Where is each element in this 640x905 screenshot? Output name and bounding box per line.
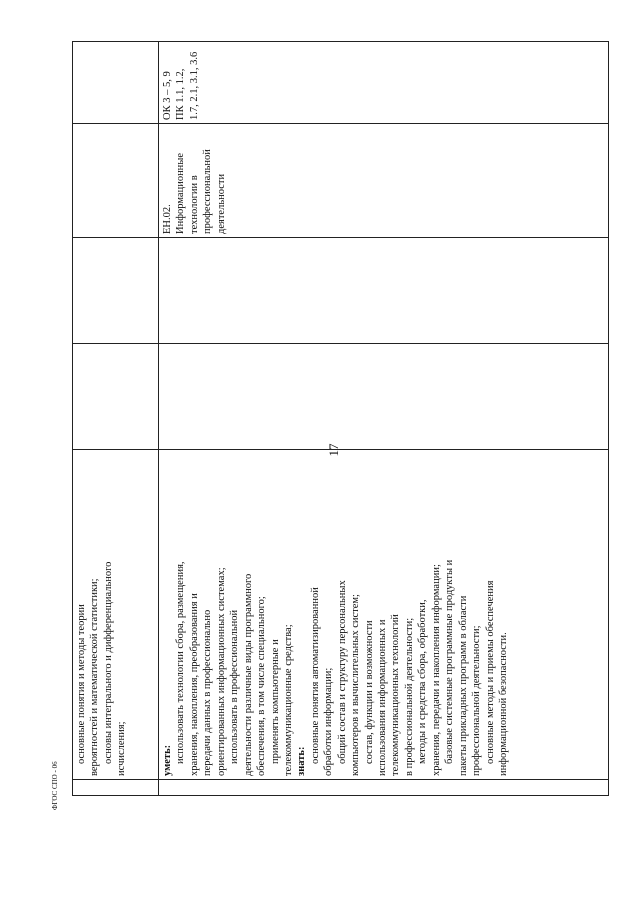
description-line: исчисления; (116, 721, 128, 776)
table-row (159, 42, 609, 796)
page-number: 17 (326, 443, 341, 457)
index-cell (159, 780, 609, 796)
discipline-name-line: деятельности (215, 173, 227, 234)
znat-line: хранения, передачи и накопления информации; (430, 564, 442, 776)
index-cell (73, 780, 159, 796)
description-cell-top (73, 450, 159, 780)
umet-line: ориентированных информационных системах; (215, 567, 227, 776)
umet-label: уметь: (162, 744, 173, 776)
znat-line: профессиональной деятельности; (471, 625, 483, 776)
znat-line: состав, функции и возможности (363, 620, 375, 764)
umet-line: обеспечения, в том числе специального; (256, 596, 268, 776)
competency-line: 1.7, 2.1, 3.1, 3.6 (188, 51, 200, 120)
umet-line: деятельности различные виды программного (242, 573, 254, 776)
znat-line: обработки информации; (323, 667, 335, 776)
umet-line: использовать технологии сбора, размещения, (175, 561, 187, 764)
empty-cell (73, 42, 159, 124)
description-line: основы интегрального и дифференциального (102, 561, 114, 764)
empty-cell (73, 344, 159, 450)
znat-line: методы и средства сбора, обработки, (417, 599, 429, 764)
znat-line: в профессиональной деятельности; (403, 617, 415, 776)
empty-cell (159, 344, 609, 450)
competency-line: ПК 1.1, 1.2, (175, 68, 187, 120)
description-cell-main (159, 450, 609, 780)
empty-cell (73, 124, 159, 238)
umet-line: использовать в профессиональной (229, 609, 241, 764)
umet-line: применять компьютерные и (269, 639, 281, 764)
footer-code: ФГОС СПО - 06 (51, 761, 59, 810)
znat-line: основные понятия автоматизированной (309, 587, 321, 764)
znat-line: использования информационных и (377, 619, 388, 776)
curriculum-table (72, 41, 609, 796)
empty-cell (159, 238, 609, 344)
discipline-name-line: профессиональной (202, 149, 214, 234)
umet-line: хранения, накопления, преобразования и (188, 593, 200, 776)
competency-line: ОК 3 – 5, 9 (162, 71, 173, 120)
znat-line: информационной безопасности. (497, 632, 509, 776)
znat-line: общий состав и структуру персональных (336, 580, 348, 764)
znat-line: телекоммуникационных технологий (390, 614, 402, 776)
znat-line: базовые системные программные продукты и (444, 559, 456, 764)
discipline-code: ЕН.02. (162, 204, 173, 234)
description-line: основные понятия и методы теории (76, 604, 87, 764)
znat-line: компьютеров и вычислительных систем; (350, 594, 362, 776)
description-line: вероятностей и математической статистики; (89, 578, 101, 776)
discipline-cell (159, 124, 609, 238)
znat-line: пакеты прикладных программ в области (457, 595, 469, 776)
umet-line: телекоммуникационные средства; (282, 624, 294, 776)
discipline-name-line: Информационные (175, 152, 187, 234)
competencies-cell (159, 42, 609, 124)
table-row (73, 42, 159, 796)
znat-line: основные методы и приемы обеспечения (484, 580, 496, 764)
rotated-table-container (72, 42, 608, 796)
empty-cell (73, 238, 159, 344)
znat-label: знать: (296, 746, 308, 776)
umet-line: передачи данных в профессионально (202, 609, 214, 776)
discipline-name-line: технологии в (188, 175, 200, 234)
